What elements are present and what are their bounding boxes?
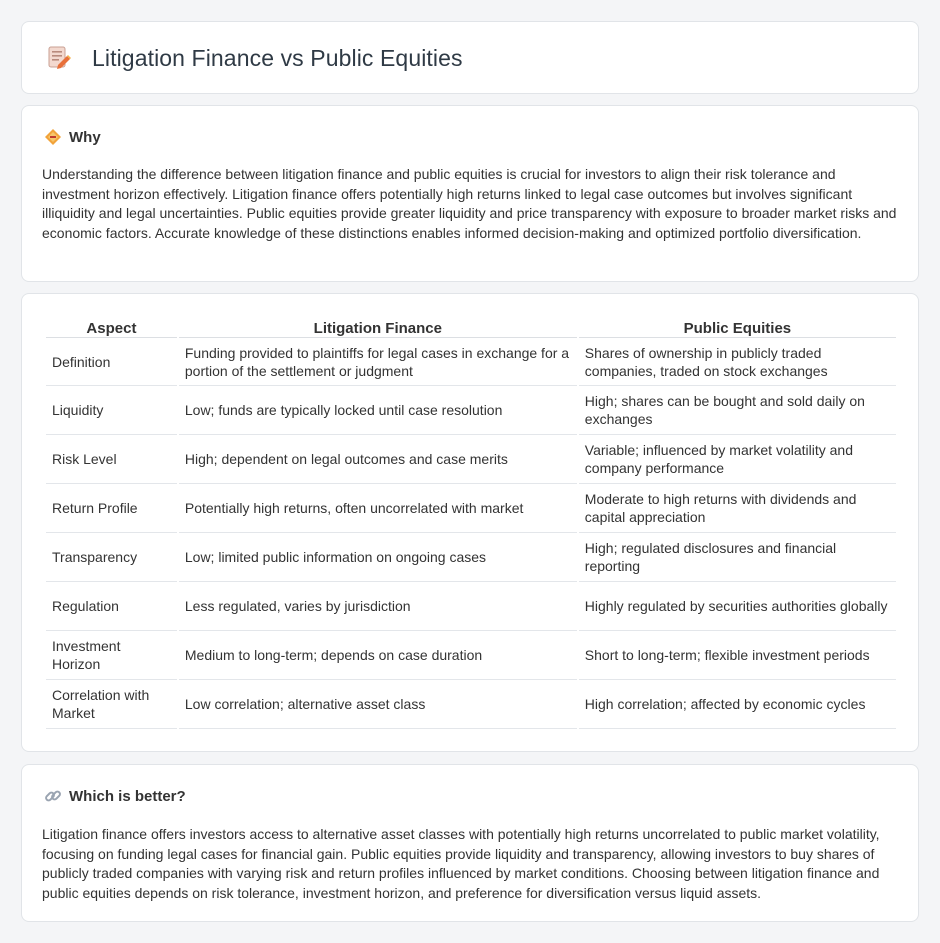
header-card <box>21 21 919 94</box>
cell-litigation-finance: Potentially high returns, often uncorrelated with market <box>179 484 577 533</box>
comparison-table <box>44 318 898 729</box>
table-header-row <box>46 318 896 338</box>
table-row <box>46 631 896 680</box>
cell-aspect: Risk Level <box>46 435 177 484</box>
cell-litigation-finance: Low; limited public information on ongoing cases <box>179 533 577 582</box>
cell-public-equities: Shares of ownership in publicly traded companies, traded on stock exchanges <box>579 338 896 386</box>
cell-public-equities: Moderate to high returns with dividends and capital appreciation <box>579 484 896 533</box>
cell-aspect: Liquidity <box>46 386 177 435</box>
cell-public-equities: Short to long-term; flexible investment periods <box>579 631 896 680</box>
better-title: Which is better? <box>69 787 186 805</box>
cell-aspect: Regulation <box>46 582 177 631</box>
cell-aspect: Definition <box>46 338 177 386</box>
cell-litigation-finance: Less regulated, varies by jurisdiction <box>179 582 577 631</box>
cell-public-equities: High correlation; affected by economic cycles <box>579 680 896 729</box>
cell-litigation-finance: Low; funds are typically locked until case resolution <box>179 386 577 435</box>
why-heading <box>44 128 101 146</box>
why-card <box>21 105 919 282</box>
cell-aspect: Correlation with Market <box>46 680 177 729</box>
cell-litigation-finance: High; dependent on legal outcomes and case merits <box>179 435 577 484</box>
table-row <box>46 435 896 484</box>
link-icon <box>44 787 62 805</box>
header-aspect: Aspect <box>46 318 177 338</box>
cell-public-equities: High; shares can be bought and sold daily on exchanges <box>579 386 896 435</box>
table-row <box>46 484 896 533</box>
why-text: Understanding the difference between litigation finance and public equities is crucial for investors to align their risk tolerance and investment horizon effectively. Litigation finance offers potentially high returns linked to legal case outcomes but involves significant illiquidity and legal uncertainties. Public equities provide greater liquidity and price transparency with exposure to broader market risks and economic factors. Accurate knowledge of these distinctions enables informed decision-making and optimized portfolio diversification. <box>42 166 897 241</box>
title-row <box>46 44 463 72</box>
cell-public-equities: Variable; influenced by market volatility and company performance <box>579 435 896 484</box>
cell-aspect: Return Profile <box>46 484 177 533</box>
cell-litigation-finance: Low correlation; alternative asset class <box>179 680 577 729</box>
cell-aspect: Investment Horizon <box>46 631 177 680</box>
document-pencil-icon <box>46 44 72 72</box>
table-row <box>46 533 896 582</box>
header-public-equities: Public Equities <box>579 318 896 338</box>
better-heading <box>44 787 186 805</box>
table-row <box>46 386 896 435</box>
cell-public-equities: High; regulated disclosures and financial reporting <box>579 533 896 582</box>
cell-public-equities: Highly regulated by securities authorities globally <box>579 582 896 631</box>
header-litigation-finance: Litigation Finance <box>179 318 577 338</box>
cell-litigation-finance: Funding provided to plaintiffs for legal cases in exchange for a portion of the settlement or judgment <box>179 338 577 386</box>
diamond-icon <box>44 128 62 146</box>
table-row <box>46 338 896 386</box>
cell-aspect: Transparency <box>46 533 177 582</box>
table-row <box>46 680 896 729</box>
why-title: Why <box>69 128 101 146</box>
better-text: Litigation finance offers investors access to alternative asset classes with potentially high returns uncorrelated to public market volatility, focusing on funding legal cases for financial gain. Public equities provide liquidity and transparency, allowing investors to buy shares of publicly traded companies with varying risk and return profiles influenced by market conditions. Choosing between litigation finance and public equities depends on risk tolerance, investment horizon, and preference for diversification versus liquid assets. <box>42 826 880 901</box>
comparison-card <box>21 293 919 752</box>
better-card <box>21 764 919 922</box>
page-title: Litigation Finance vs Public Equities <box>92 44 463 71</box>
table-row <box>46 582 896 631</box>
cell-litigation-finance: Medium to long-term; depends on case duration <box>179 631 577 680</box>
